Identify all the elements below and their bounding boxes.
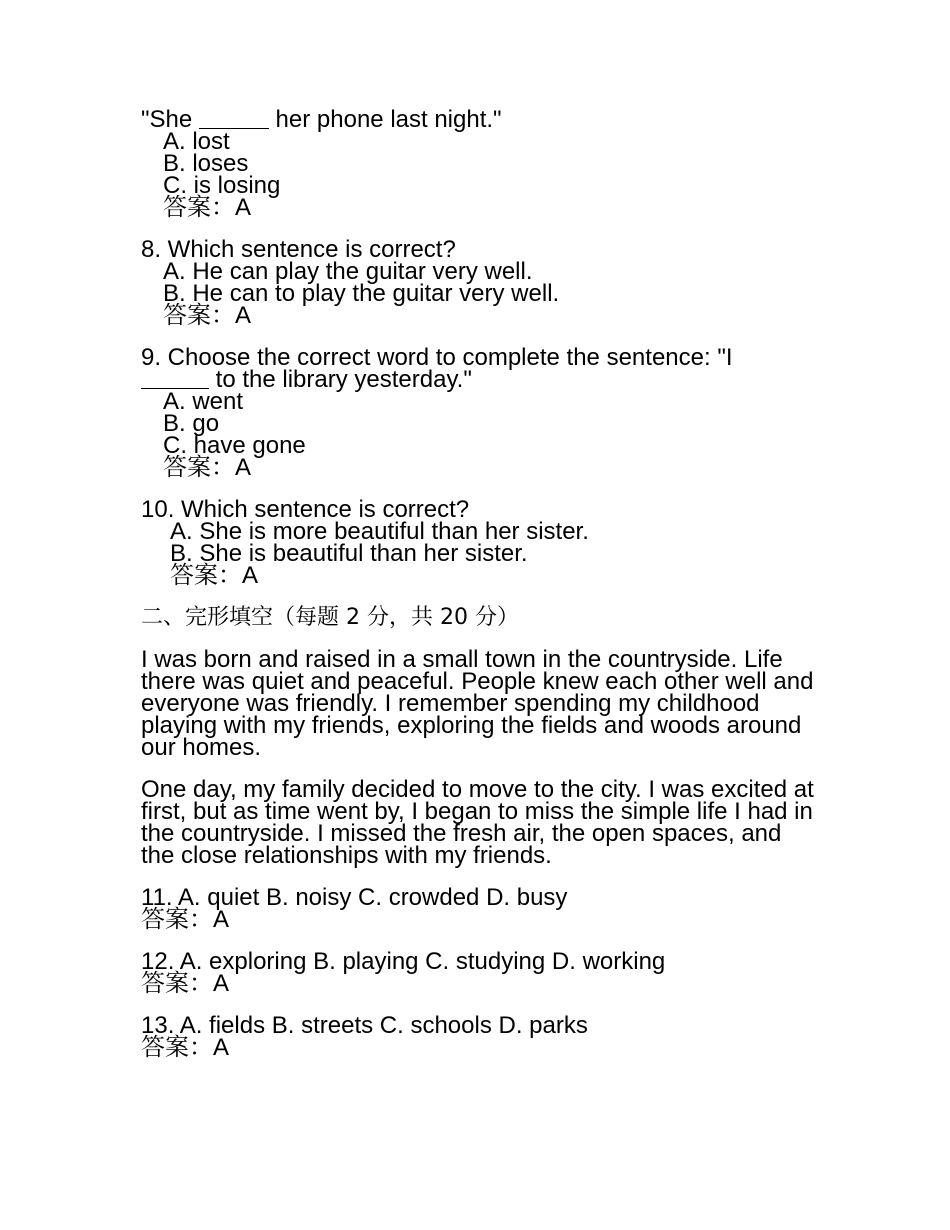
passage-paragraph-2: One day, my family decided to move to the city. I was excited at first, but as time went by, I began to miss the simple life I had in the countryside. I missed the fresh air, the open spaces, and the close relationships with my friends. xyxy=(141,776,814,869)
section-2-title: 二、完形填空（每题 2 分，共 20 分） xyxy=(141,605,519,630)
question-8-option-b: B. He can to play the guitar very well. xyxy=(163,280,560,307)
question-9-option-c: C. have gone xyxy=(163,432,306,459)
question-10-stem: 10. Which sentence is correct? xyxy=(141,496,470,523)
question-7-option-b: B. loses xyxy=(163,150,249,177)
document-page xyxy=(141,108,821,1059)
question-7-answer: 答案：A xyxy=(163,194,252,221)
question-9-answer: 答案：A xyxy=(163,454,252,481)
question-9-option-b: B. go xyxy=(163,410,220,437)
question-13 xyxy=(141,1012,821,1061)
question-9-stem-line2 xyxy=(141,366,821,393)
question-11-answer: 答案：A xyxy=(141,906,230,933)
passage-paragraph-1: I was born and raised in a small town in the countryside. Life there was quiet and peaceful. People knew each other well and everyone was friendly. I remember spending my childhood playing with my friends, exploring the fields and woods around our homes. xyxy=(141,646,814,761)
question-13-answer: 答案：A xyxy=(141,1034,230,1061)
question-7-stem xyxy=(141,108,821,131)
question-9-blank xyxy=(141,370,209,389)
question-7-option-a: A. lost xyxy=(163,128,230,155)
question-7-option-c: C. is losing xyxy=(163,172,281,199)
question-9-option-a: A. went xyxy=(163,388,244,415)
question-10 xyxy=(141,496,821,589)
question-11-stem: 11. A. quiet B. noisy C. crowded D. busy xyxy=(141,884,568,911)
question-8-answer: 答案：A xyxy=(163,302,252,329)
question-8-stem: 8. Which sentence is correct? xyxy=(141,236,456,263)
question-8 xyxy=(141,236,821,329)
question-10-option-b: B. She is beautiful than her sister. xyxy=(170,540,528,567)
question-8-option-a: A. He can play the guitar very well. xyxy=(163,258,533,285)
question-10-answer: 答案：A xyxy=(170,562,259,589)
question-13-stem: 13. A. fields B. streets C. schools D. parks xyxy=(141,1012,588,1039)
question-12-stem: 12. A. exploring B. playing C. studying D. working xyxy=(141,948,666,975)
question-9 xyxy=(141,344,821,481)
question-7 xyxy=(141,108,821,219)
question-9-stem-end: to the library yesterday." xyxy=(209,366,472,393)
question-11 xyxy=(141,884,821,933)
question-7-blank xyxy=(199,108,269,129)
question-9-stem-line1: 9. Choose the correct word to complete the sentence: "I xyxy=(141,344,733,371)
question-7-stem-end: her phone last night." xyxy=(268,106,502,133)
question-12-answer: 答案：A xyxy=(141,970,230,997)
question-10-option-a: A. She is more beautiful than her sister. xyxy=(170,518,589,545)
question-7-stem-start: "She xyxy=(141,106,199,133)
question-12 xyxy=(141,948,821,997)
